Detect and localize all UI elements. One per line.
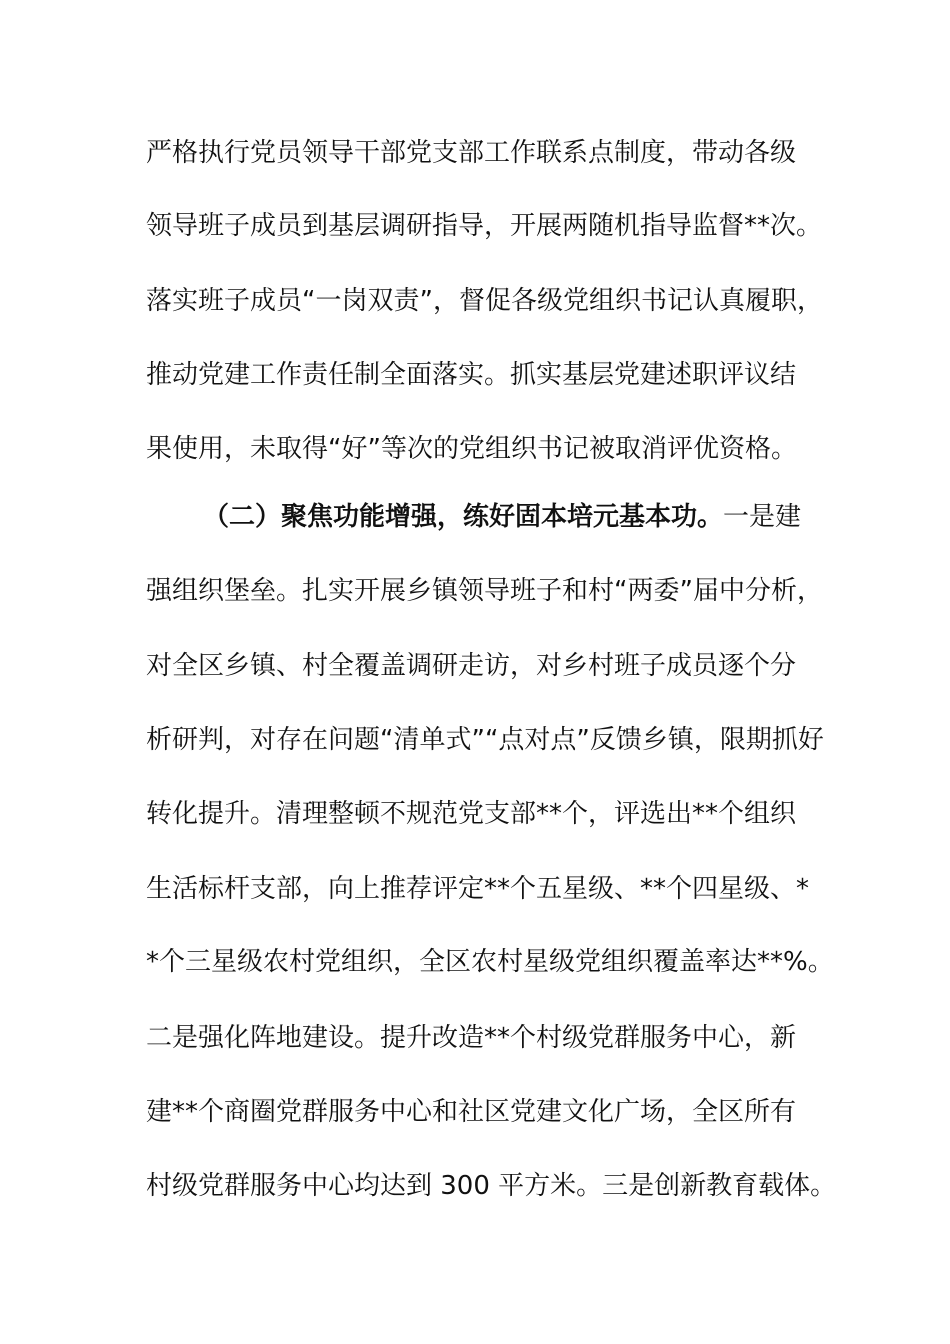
section-heading-line (203, 497, 893, 537)
paragraph-line: 生活标杆支部，向上推荐评定**个五星级、**个四星级、* (146, 874, 810, 904)
paragraph-line: 领导班子成员到基层调研指导，开展两随机指导监督**次。 (146, 211, 823, 241)
section-heading: （二）聚焦功能增强，练好固本培元基本功。 (203, 502, 724, 532)
paragraph-line: 村级党群服务中心均达到 300 平方米。三是创新教育载体。 (146, 1171, 837, 1201)
paragraph-line: 落实班子成员“一岗双责”，督促各级党组织书记认真履职， (146, 286, 823, 316)
paragraph-line: 强组织堡垒。扎实开展乡镇领导班子和村“两委”届中分析， (146, 576, 823, 606)
paragraph-line: 严格执行党员领导干部党支部工作联系点制度，带动各级 (146, 138, 797, 168)
paragraph-line: 推动党建工作责任制全面落实。抓实基层党建述职评议结 (146, 360, 797, 390)
paragraph-line: 果使用，未取得“好”等次的党组织书记被取消评优资格。 (146, 434, 797, 464)
paragraph-line: 建**个商圈党群服务中心和社区党建文化广场，全区所有 (146, 1097, 797, 1127)
section-heading-tail: 一是建 (723, 502, 802, 532)
paragraph-line: 二是强化阵地建设。提升改造**个村级党群服务中心，新 (146, 1023, 797, 1053)
paragraph-line: 析研判，对存在问题“清单式”“点对点”反馈乡镇，限期抓好 (146, 725, 824, 755)
paragraph-line: 转化提升。清理整顿不规范党支部**个，评选出**个组织 (146, 799, 797, 829)
paragraph-line: *个三星级农村党组织，全区农村星级党组织覆盖率达**%。 (146, 947, 834, 977)
paragraph-line: 对全区乡镇、村全覆盖调研走访，对乡村班子成员逐个分 (146, 651, 797, 681)
